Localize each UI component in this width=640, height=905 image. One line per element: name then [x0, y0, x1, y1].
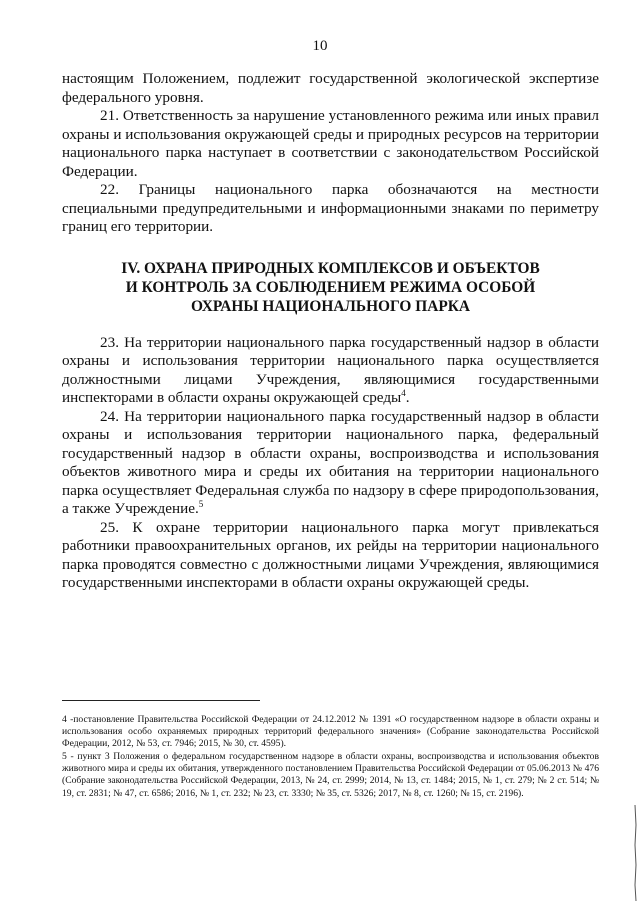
footnote-ref-5: 5: [198, 498, 204, 509]
footnote-ref-4: 4: [401, 387, 406, 398]
section-heading-line-1: IV. ОХРАНА ПРИРОДНЫХ КОМПЛЕКСОВ И ОБЪЕКТОВ: [121, 259, 540, 277]
footnotes: [62, 714, 599, 801]
scan-edge-mark: [633, 805, 639, 901]
section-heading: [62, 259, 599, 316]
footnote-5: 5 - пункт 3 Положения о федеральном государственном надзоре в области охраны, воспроизводства и использования объектов животного мира и среды их обитания, утвержденного постановлением Правительства Российской Федерации от 05.06.2013 № 476 (Собрание законодательства Российской Федерации, 2013, № 24, ст. 2999; 2014, № 13, ст. 1484; 2015, № 1, ст. 279; № 2 ст. 514; № 19, ст. 2831; № 47, ст. 6586; 2016, № 1, ст. 232; № 23, ст. 3330; № 35, ст. 5326; 2017, № 8, ст. 1260; № 15, ст. 2196).: [62, 751, 599, 799]
page-number: 10: [312, 38, 328, 54]
section-heading-line-3: ОХРАНЫ НАЦИОНАЛЬНОГО ПАРКА: [190, 297, 471, 315]
paragraph-25: 25. К охране территории национального парка могут привлекаться работники правоохранительных органов, их рейды на территории национального парка проводятся совместно с должностными лицами Учреждения, являющимися государственными инспекторами в области охраны окружающей среды.: [62, 518, 599, 591]
paragraph-22: 22. Границы национального парка обозначаются на местности специальными предупредительными и информационными знаками по периметру границ его территории.: [62, 181, 599, 235]
footnote-4: 4 -постановление Правительства Российской Федерации от 24.12.2012 № 1391 «О государственном надзоре в области охраны и использования особо охраняемых природных территорий федерального значения» (Собрание законодательства Российской Федерации, 2012, № 53, ст. 7946; 2015, № 30, ст. 4595).: [62, 714, 599, 750]
document-body: [62, 70, 599, 593]
paragraph-23-end: .: [405, 389, 410, 406]
paragraph-continuation: настоящим Положением, подлежит государственной экологической экспертизе федерального уровня.: [62, 70, 599, 106]
footnote-separator: [62, 700, 260, 701]
paragraph-24: [62, 408, 599, 519]
paragraph-24-text: 24. На территории национального парка государственный надзор в области охраны и использования территории национального парка, федеральный государственный надзор в области охраны, воспроизводства и использования объектов животного мира и среды их обитания на территории национального парка осуществляет Федеральная служба по надзору в сфере природопользования, а также Учреждение.: [62, 407, 599, 517]
paragraph-21: 21. Ответственность за нарушение установленного режима или иных правил охраны и использования окружающей среды и природных ресурсов на территории национального парка наступает в соответствии с законодательством Российской Федерации.: [62, 107, 599, 180]
section-heading-line-2: И КОНТРОЛЬ ЗА СОБЛЮДЕНИЕМ РЕЖИМА ОСОБОЙ: [125, 278, 536, 296]
paragraph-23: [62, 334, 599, 408]
paragraph-23-text: 23. На территории национального парка государственный надзор в области охраны и использования территории национального парка осуществляется должностными лицами Учреждения, являющимися государственными инспекторами в области охраны окружающей среды: [62, 333, 599, 406]
